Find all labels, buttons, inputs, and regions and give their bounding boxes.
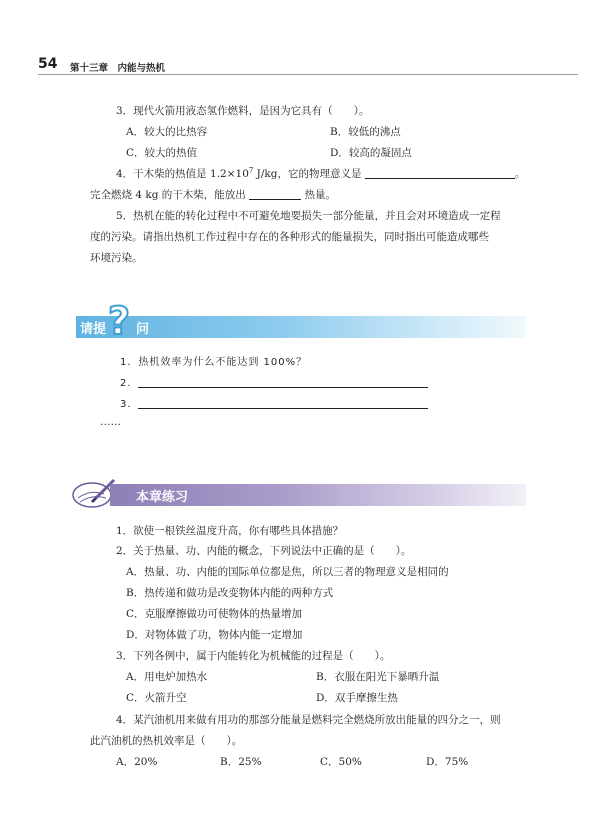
practice-q2-option-c: C．克服摩擦做功可使物体的热量增加 <box>126 608 303 620</box>
practice-q3-option-b: B．衣服在阳光下暴晒升温 <box>316 671 440 683</box>
ask-item-3-blank[interactable] <box>138 397 428 409</box>
svg-text:?: ? <box>108 300 131 340</box>
q3-stem: 3．现代火箭用液态氢作燃料，是因为它具有（ ）。 <box>116 105 370 117</box>
practice-q4-line2: 此汽油机的热机效率是（ ）。 <box>90 735 243 747</box>
ask-item-2-blank[interactable] <box>138 376 428 388</box>
q3-option-b: B．较低的沸点 <box>330 126 401 138</box>
ask-title-left: 请提 <box>80 322 107 337</box>
practice-q3-option-d: D．双手摩擦生热 <box>316 692 398 704</box>
practice-q4-option-d: D．75% <box>426 756 469 768</box>
practice-title: 本章练习 <box>136 490 189 505</box>
practice-q2-option-a: A．热量、功、内能的国际单位都是焦，所以三者的物理意义是相同的 <box>126 566 449 578</box>
practice-q4-option-b: B．25% <box>220 756 262 768</box>
ask-ellipsis: …… <box>100 416 121 428</box>
practice-q3-option-c: C．火箭升空 <box>126 692 187 704</box>
practice-q3-stem: 3．下列各例中，属于内能转化为机械能的过程是（ ）。 <box>116 650 391 662</box>
practice-q4-option-a: A．20% <box>116 756 158 768</box>
q5-line3: 环境污染。 <box>90 252 143 264</box>
q4-exponent: 7 <box>248 166 254 175</box>
ask-item-3 <box>120 395 428 410</box>
q4-text-d: 热量。 <box>304 189 336 201</box>
chapter-title: 第十三章 内能与热机 <box>70 63 166 74</box>
q4-text-a: 4．干木柴的热值是 1.2×10 <box>116 168 249 180</box>
header-rule <box>38 74 578 75</box>
practice-q1: 1．欲使一根铁丝温度升高，你有哪些具体措施？ <box>116 525 344 537</box>
practice-q2-option-d: D．对物体做了功，物体内能一定增加 <box>126 629 303 641</box>
ask-item-2-label: 2． <box>120 378 139 389</box>
ask-item-3-label: 3． <box>120 399 139 410</box>
q5-line2: 度的污染。请指出热机工作过程中存在的各种形式的能量损失，同时指出可能造成哪些 <box>90 231 489 243</box>
q3-option-a: A．较大的比热容 <box>126 126 208 138</box>
question-mark-icon <box>106 300 136 340</box>
q3-option-d: D．较高的凝固点 <box>330 147 412 159</box>
practice-q4-option-c: C．50% <box>320 756 362 768</box>
ask-title-right: 问 <box>136 322 150 337</box>
ask-item-2 <box>120 374 428 389</box>
q3-option-c: C．较大的热值 <box>126 147 198 159</box>
q4-text-c: 完全燃烧 4 kg 的干木柴，能放出 <box>90 189 246 201</box>
practice-q3-option-a: A．用电炉加热水 <box>126 671 208 683</box>
q4-answer-blank-1[interactable] <box>365 167 515 179</box>
q4-text-b: J/kg，它的物理意义是 <box>253 168 362 180</box>
q4-answer-blank-2[interactable] <box>249 188 301 200</box>
practice-q4-line1: 4．某汽油机用来做有用功的那部分能量是燃料完全燃烧所放出能量的四分之一，则 <box>116 714 501 726</box>
q5-line1: 5．热机在能的转化过程中不可避免地要损失一部分能量，并且会对环境造成一定程 <box>116 210 501 222</box>
ask-item-1: 1．热机效率为什么不能达到 100%？ <box>120 357 308 368</box>
practice-q2-option-b: B．热传递和做功是改变物体内能的两种方式 <box>126 587 334 599</box>
practice-q2-stem: 2．关于热量、功、内能的概念，下列说法中正确的是（ ）。 <box>116 545 412 557</box>
page-number: 54 <box>38 56 58 72</box>
q4-line1: 4．干木柴的热值是 $1.2\times 10^7$ J/kg，它的物理意义是 。 <box>116 166 526 180</box>
q4-line2 <box>90 187 336 202</box>
